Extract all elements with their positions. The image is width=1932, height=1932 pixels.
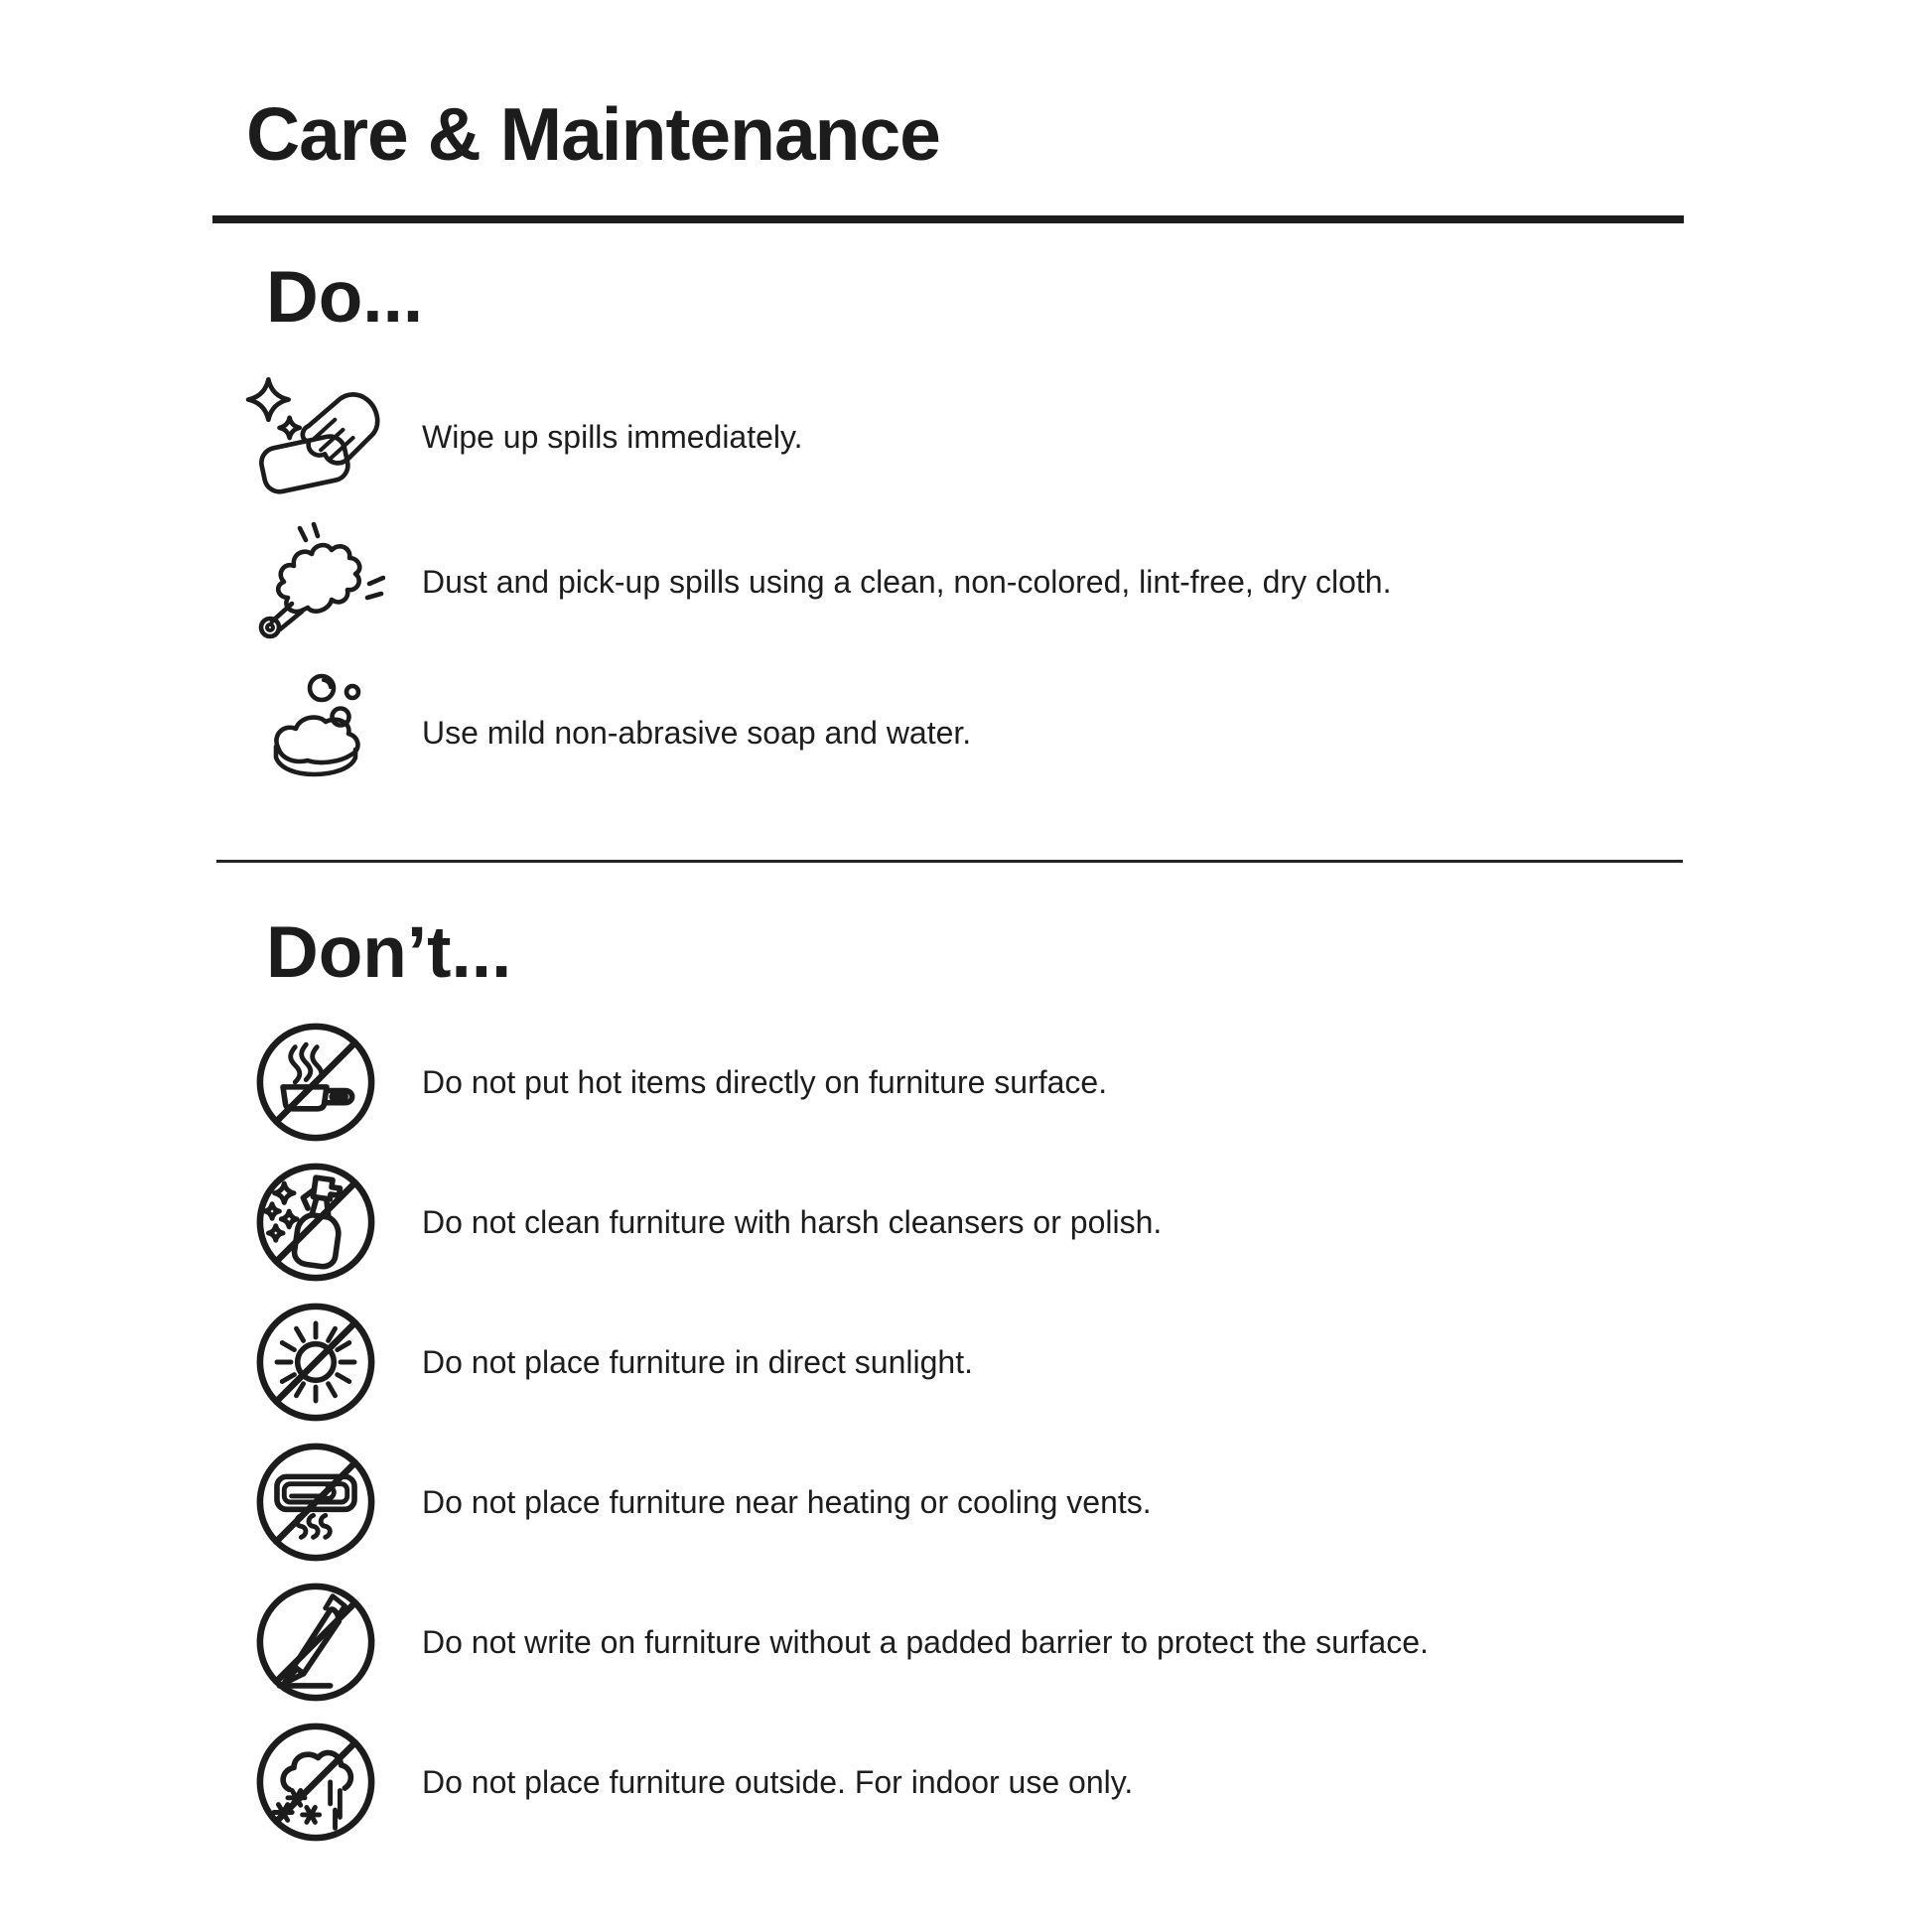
do-section-heading: Do... bbox=[266, 257, 424, 338]
do-item-row bbox=[238, 671, 1787, 794]
section-divider bbox=[216, 860, 1683, 863]
page-title: Care & Maintenance bbox=[246, 92, 940, 176]
feather-duster-icon bbox=[246, 520, 385, 641]
item-text: Do not place furniture in direct sunlight. bbox=[422, 1344, 973, 1380]
item-text: Do not put hot items directly on furniture surface. bbox=[422, 1064, 1108, 1100]
dont-item-row bbox=[238, 1442, 1787, 1563]
item-text: Do not place furniture outside. For indoor use only. bbox=[422, 1764, 1134, 1800]
no-harsh-cleansers-icon bbox=[255, 1162, 376, 1283]
no-heating-vents-icon bbox=[255, 1442, 376, 1563]
no-hot-items-icon bbox=[255, 1022, 376, 1143]
dont-item-row bbox=[238, 1162, 1787, 1283]
wipe-sparkle-icon bbox=[244, 375, 383, 494]
no-direct-sunlight-icon bbox=[255, 1302, 376, 1423]
no-outdoor-use-icon bbox=[255, 1722, 376, 1843]
item-text: Do not clean furniture with harsh cleansers or polish. bbox=[422, 1204, 1163, 1240]
soap-bubbles-icon bbox=[264, 671, 371, 792]
item-text: Dust and pick-up spills using a clean, non-colored, lint-free, dry cloth. bbox=[422, 564, 1392, 600]
dont-item-row bbox=[238, 1022, 1787, 1143]
dont-item-row bbox=[238, 1582, 1787, 1703]
dont-item-row bbox=[238, 1722, 1787, 1843]
do-item-row bbox=[238, 375, 1787, 498]
dont-section-heading: Don’t... bbox=[266, 912, 512, 993]
title-rule bbox=[212, 215, 1684, 223]
dont-item-row bbox=[238, 1302, 1787, 1423]
item-text: Do not write on furniture without a padded barrier to protect the surface. bbox=[422, 1624, 1429, 1660]
do-item-row bbox=[238, 520, 1787, 643]
item-text: Wipe up spills immediately. bbox=[422, 419, 803, 455]
no-writing-icon bbox=[255, 1582, 376, 1703]
item-text: Use mild non-abrasive soap and water. bbox=[422, 715, 972, 751]
item-text: Do not place furniture near heating or cooling vents. bbox=[422, 1484, 1152, 1520]
